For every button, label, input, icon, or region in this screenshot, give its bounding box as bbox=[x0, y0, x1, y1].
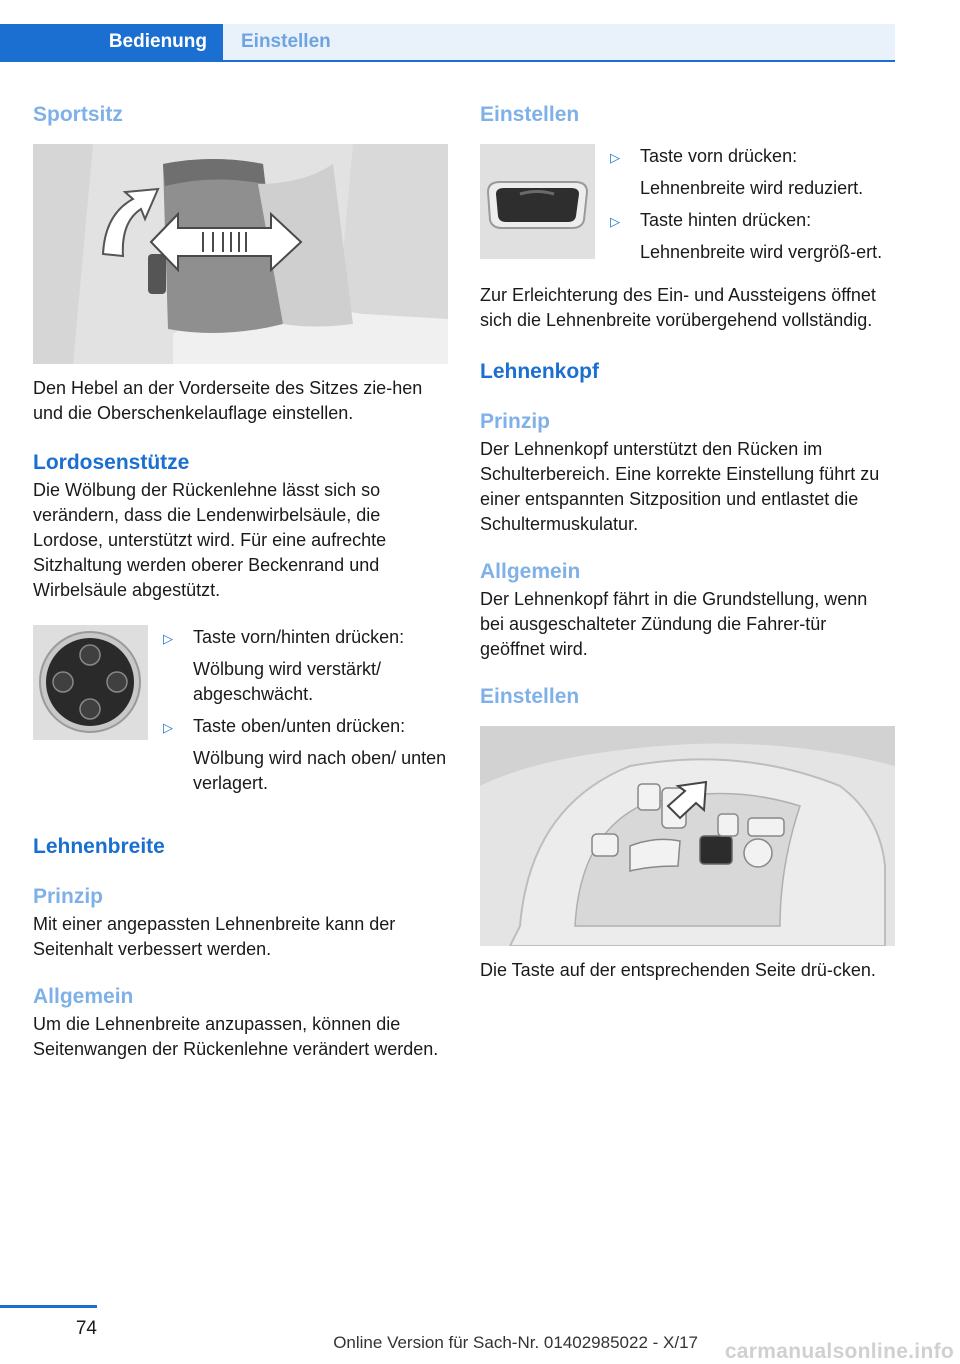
einstellen2-heading: Einstellen bbox=[480, 685, 580, 708]
lordose-text: Die Wölbung der Rückenlehne lässt sich so verändern, dass die Lendenwirbelsäule, die Lordose, unterstützt wird. Für eine aufrechte Sitzhaltung werden oberer Beckenrand und Wirbelsäule abgestützt. bbox=[33, 480, 387, 600]
bullet-sub: Wölbung wird nach oben/ unten verlagert. bbox=[193, 748, 447, 793]
header-divider bbox=[0, 60, 895, 62]
sportsitz-figure bbox=[33, 144, 448, 364]
triangle-right-icon: ▷ bbox=[163, 720, 173, 735]
einstellen2-text: Die Taste auf der entsprechenden Seite drü-cken. bbox=[480, 960, 876, 980]
prinzip-text: Mit einer angepassten Lehnenbreite kann der Seitenhalt verbessert werden. bbox=[33, 914, 396, 959]
header-tabs bbox=[0, 24, 895, 62]
triangle-right-icon: ▷ bbox=[610, 214, 620, 229]
prinzip-text-right: Der Lehnenkopf unterstützt den Rücken im Schulterbereich. Eine korrekte Einstellung führt zu einer entspannten Sitzposition und entlastet die Schultermuskulatur. bbox=[480, 439, 880, 534]
footer-divider bbox=[0, 1305, 97, 1308]
prinzip-heading: Prinzip bbox=[33, 885, 104, 908]
seat-controls-figure bbox=[480, 726, 895, 946]
page-number: 74 bbox=[75, 1318, 97, 1339]
allgemein-heading: Allgemein bbox=[33, 985, 134, 1008]
allgemein-text-right: Der Lehnenkopf fährt in die Grundstellung, wenn bei ausgeschalteter Zündung die Fahrer-tür geöffnet wird. bbox=[480, 589, 868, 659]
right-column bbox=[480, 100, 895, 983]
left-column bbox=[33, 100, 448, 1062]
list-item bbox=[610, 208, 895, 265]
sportsitz-heading: Sportsitz bbox=[33, 103, 123, 126]
allgemein-heading-right: Allgemein bbox=[480, 560, 581, 583]
lehnenbreite-heading: Lehnenbreite bbox=[33, 835, 165, 858]
lehnenbreite-bullets bbox=[610, 144, 895, 265]
sportsitz-text: Den Hebel an der Vorderseite des Sitzes zie-hen und die Oberschenkelauflage einstellen. bbox=[33, 378, 423, 423]
online-version-text: Online Version für Sach-Nr. 01402985022 - X/17 bbox=[333, 1333, 698, 1352]
lordose-heading: Lordosenstütze bbox=[33, 451, 190, 474]
einstellen-text: Zur Erleichterung des Ein- und Aussteigens öffnet sich die Lehnenbreite vorübergehend vollständig. bbox=[480, 285, 876, 330]
bullet-sub: Lehnenbreite wird reduziert. bbox=[640, 178, 864, 198]
list-item bbox=[163, 625, 448, 707]
seat-controls-illustration bbox=[480, 726, 895, 946]
einstellen-heading: Einstellen bbox=[480, 103, 580, 126]
seat-lever-illustration bbox=[33, 144, 448, 364]
bullet-main: Taste vorn drücken: bbox=[640, 146, 798, 166]
lordose-control-row bbox=[33, 625, 448, 796]
list-item bbox=[610, 144, 895, 201]
lehnenbreite-control-row bbox=[480, 144, 895, 265]
list-item bbox=[163, 714, 448, 796]
bullet-main: Taste vorn/hinten drücken: bbox=[193, 627, 405, 647]
tab-bedienung[interactable]: Bedienung bbox=[0, 24, 223, 60]
lordose-bullets bbox=[163, 625, 448, 796]
triangle-right-icon: ▷ bbox=[163, 631, 173, 646]
triangle-right-icon: ▷ bbox=[610, 150, 620, 165]
bullet-main: Taste oben/unten drücken: bbox=[193, 716, 406, 736]
bullet-main: Taste hinten drücken: bbox=[640, 210, 812, 230]
lehnenbreite-button-icon bbox=[480, 144, 595, 259]
prinzip-heading-right: Prinzip bbox=[480, 410, 551, 433]
bullet-sub: Lehnenbreite wird vergröß-ert. bbox=[640, 242, 883, 262]
lehnenkopf-heading: Lehnenkopf bbox=[480, 360, 599, 383]
lordose-button-icon bbox=[33, 625, 148, 740]
tab-einstellen[interactable]: Einstellen bbox=[223, 24, 895, 60]
watermark: carmanualsonline.info bbox=[724, 1340, 954, 1363]
allgemein-text: Um die Lehnenbreite anzupassen, können die Seitenwangen der Rückenlehne verändert werden. bbox=[33, 1014, 439, 1059]
bullet-sub: Wölbung wird verstärkt/ abgeschwächt. bbox=[193, 659, 382, 704]
